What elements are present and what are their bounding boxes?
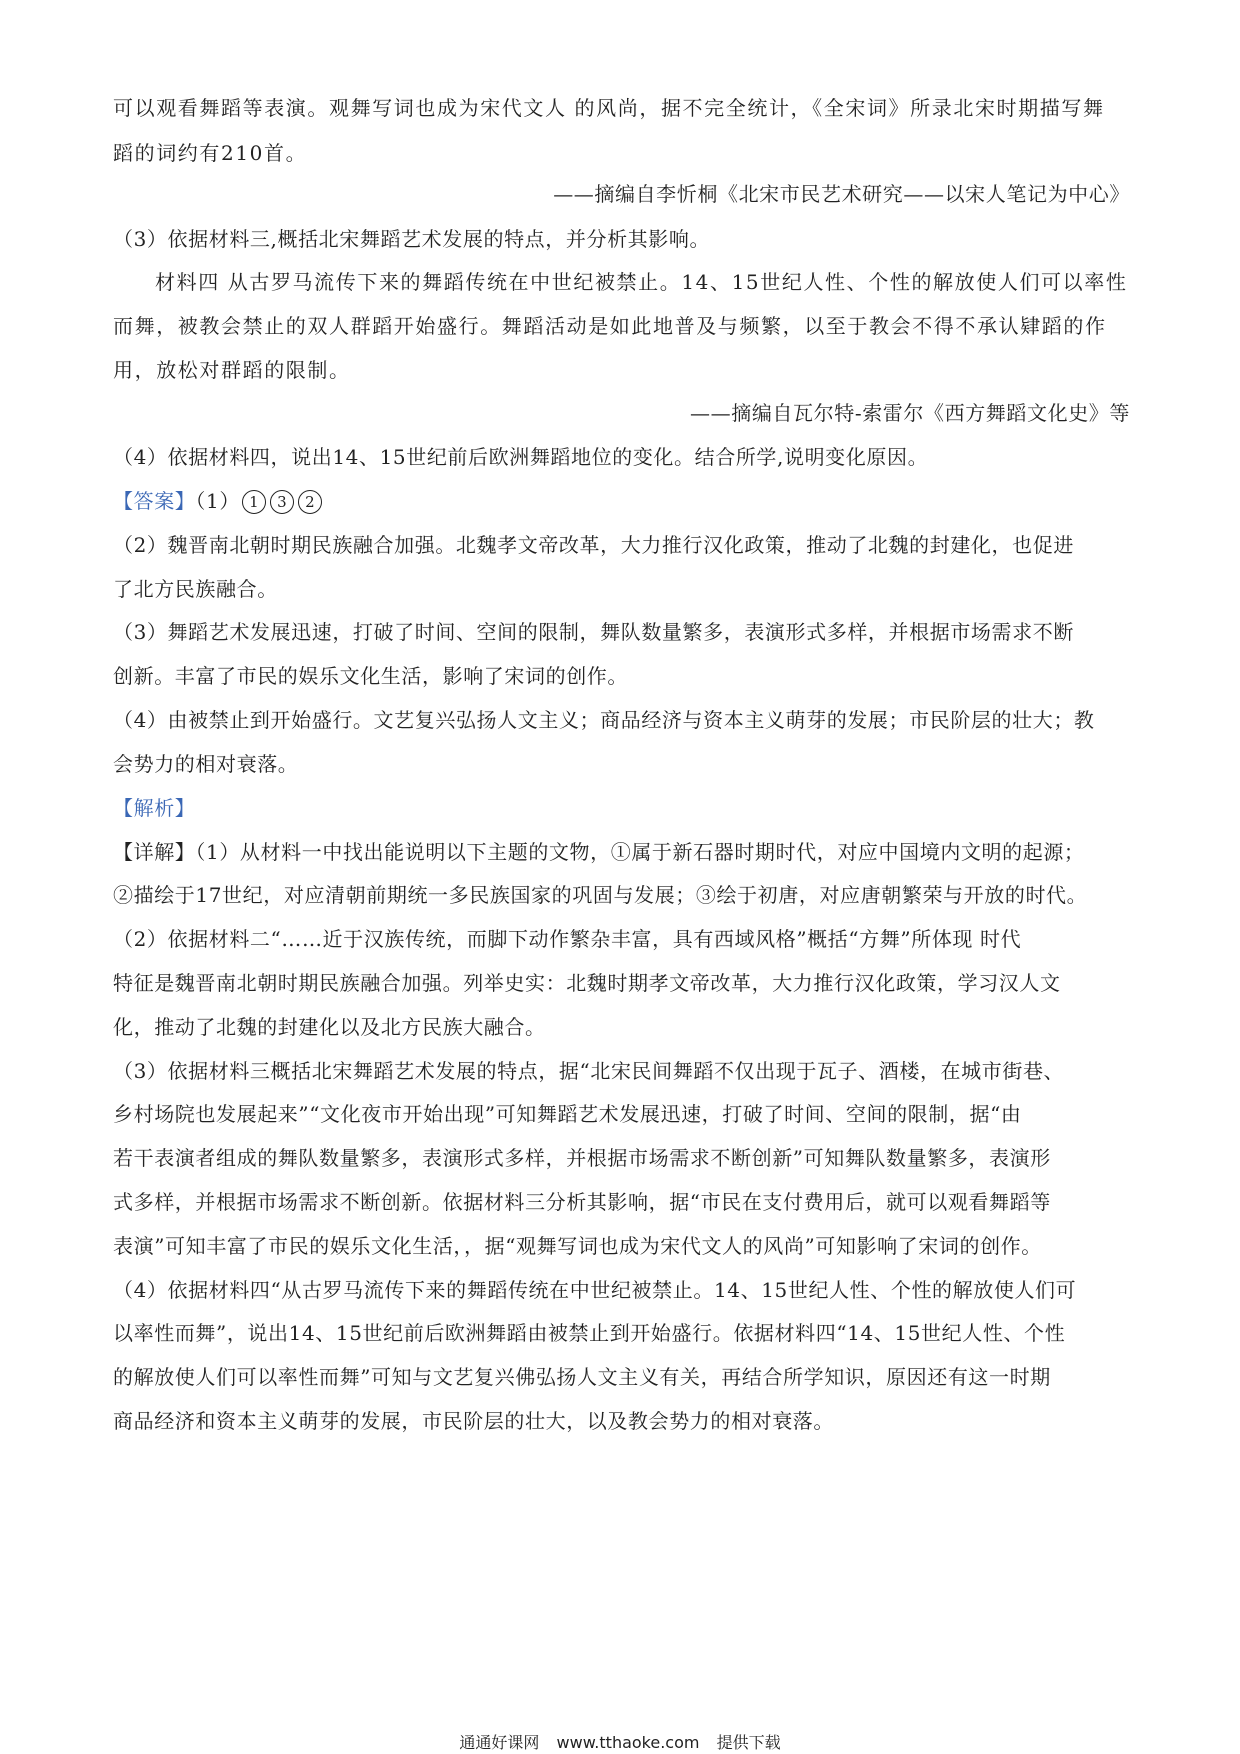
analysis-line: 的解放使人们可以率性而舞”可知与文艺复兴佛弘扬人文主义有关，再结合所学知识，原因还有这一时期 <box>113 1365 1051 1389</box>
answer-1-prefix: （1） <box>195 489 240 513</box>
analysis-line: 乡村场院也发展起来”“文化夜市开始出现”可知舞蹈艺术发展迅速，打破了时间、空间的限制，据“由 <box>113 1102 1022 1126</box>
analysis-line: （4）依据材料四“从古罗马流传下来的舞蹈传统在中世纪被禁止。14、15世纪人性、个性的解放使人们可 <box>113 1278 1077 1302</box>
analysis-line: （2）依据材料二“……近于汉族传统，而脚下动作繁杂丰富，具有西域风格”概括“方舞”所体现 时代 <box>113 927 1022 951</box>
analysis-line: 特征是魏晋南北朝时期民族融合加强。列举史实：北魏时期孝文帝改革，大力推行汉化政策，学习汉人文 <box>113 971 1061 995</box>
answer-4-line: （4）由被禁止到开始盛行。文艺复兴弘扬人文主义；商品经济与资本主义萌芽的发展；市民阶层的壮大；教 <box>113 708 1095 732</box>
footer-site-name: 通通好课网 <box>459 1733 540 1752</box>
material3-line: 可以观看舞蹈等表演。观舞写词也成为宋代文人 的风尚，据不完全统计，《全宋词》所录北宋时期描写舞 <box>113 96 1105 120</box>
analysis-line: 若干表演者组成的舞队数量繁多，表演形式多样，并根据市场需求不断创新”可知舞队数量繁多，表演形 <box>113 1146 1051 1170</box>
question-3: （3）依据材料三,概括北宋舞蹈艺术发展的特点，并分析其影响。 <box>113 227 711 251</box>
analysis-line: ②描绘于17世纪，对应清朝前期统一多民族国家的巩固与发展；③绘于初唐，对应唐朝繁荣与开放的时代。 <box>113 883 1088 907</box>
answer-4-line: 会势力的相对衰落。 <box>113 752 299 776</box>
analysis-line: 商品经济和资本主义萌芽的发展，市民阶层的壮大，以及教会势力的相对衰落。 <box>113 1409 834 1433</box>
footer-suffix: 提供下载 <box>716 1733 781 1752</box>
answer-label: 【答案】 <box>113 489 196 513</box>
material4-source: ——摘编自瓦尔特-索雷尔《西方舞蹈文化史》等 <box>690 401 1130 425</box>
material3-line: 蹈的词约有210首。 <box>113 141 308 165</box>
answer-3-line: 创新。丰富了市民的娱乐文化生活，影响了宋词的创作。 <box>113 664 628 688</box>
answer-3-line: （3）舞蹈艺术发展迅速，打破了时间、空间的限制，舞队数量繁多，表演形式多样，并根据市场需求不断 <box>113 620 1074 644</box>
circled-number: 2 <box>298 490 322 514</box>
analysis-label: 【解析】 <box>113 796 196 820</box>
analysis-line: 式多样，并根据市场需求不断创新。依据材料三分析其影响，据“市民在支付费用后，就可以观看舞蹈等 <box>113 1190 1051 1214</box>
analysis-line: 化，推动了北魏的封建化以及北方民族大融合。 <box>113 1015 546 1039</box>
answer-2-line: 了北方民族融合。 <box>113 577 278 601</box>
circled-number: 3 <box>270 490 294 514</box>
material3-source: ——摘编自李忻桐《北宋市民艺术研究——以宋人笔记为中心》 <box>553 182 1130 206</box>
analysis-line: 以率性而舞”，说出14、15世纪前后欧洲舞蹈由被禁止到开始盛行。依据材料四“14、15世纪人性、个性 <box>113 1321 1066 1345</box>
footer-url[interactable]: www.tthaoke.com <box>556 1733 700 1752</box>
circled-number: 1 <box>242 490 266 514</box>
answer-2-line: （2）魏晋南北朝时期民族融合加强。北魏孝文帝改革，大力推行汉化政策，推动了北魏的封建化，也促进 <box>113 533 1074 557</box>
material4-line: 而舞，被教会禁止的双人群蹈开始盛行。舞蹈活动是如此地普及与频繁，以至于教会不得不承认肄蹈的作 <box>113 314 1107 338</box>
analysis-line: 【详解】（1）从材料一中找出能说明以下主题的文物，①属于新石器时期时代，对应中国境内文明的起源； <box>113 840 1085 864</box>
material4-line: 用，放松对群蹈的限制。 <box>113 358 351 382</box>
question-4: （4）依据材料四，说出14、15世纪前后欧洲舞蹈地位的变化。结合所学,说明变化原因。 <box>113 445 929 469</box>
analysis-line: （3）依据材料三概括北宋舞蹈艺术发展的特点，据“北宋民间舞蹈不仅出现于瓦子、酒楼，在城市街巷、 <box>113 1059 1065 1083</box>
material4-line: 材料四 从古罗马流传下来的舞蹈传统在中世纪被禁止。14、15世纪人性、个性的解放使人们可以率性 <box>155 270 1128 294</box>
analysis-line: 表演”可知丰富了市民的娱乐文化生活，，据“观舞写词也成为宋代文人的风尚”可知影响了宋词的创作。 <box>113 1234 1042 1258</box>
answer-1 <box>113 487 1133 515</box>
page-footer <box>0 1730 1240 1753</box>
